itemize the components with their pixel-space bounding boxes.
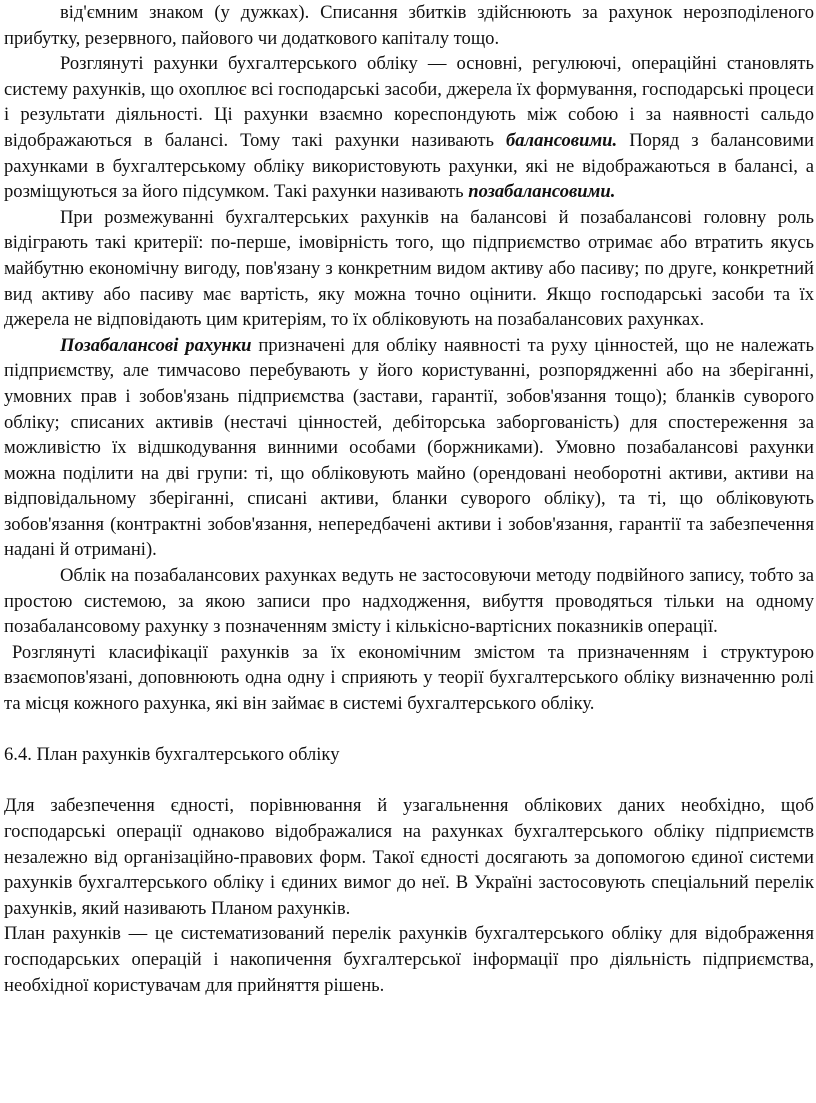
paragraph-unity: Для забезпечення єдності, порівнювання й узагальнення облікових даних необхідно, щоб господарські операції однаково відображалися на рахунках бухгалтерського обліку підприємств незалежно від організаційно-правових форм. Такої єдності досягають за допомогою єдиної системи рахунків бухгалтерського обліку і єдиних вимог до неї. В Україні застосовують спеціальний перелік рахунків, який називають Планом рахунків. xyxy=(4,795,814,919)
paragraph-continuation: від'ємним знаком (у дужках). Списання збитків здійснюють за рахунок нерозподіленого прибутку, резервного, пайового чи додаткового капіталу тощо. xyxy=(4,2,814,49)
text-run: Розглянуті рахунки бухгалтерського обліку — основні, регулюючі, операційні становлять систему рахунків, що охоплює всі господарські засоби, джерела їх формування, господарські процеси і результати діяльності. Ці рахунки взаємно кореспондують між собою і за наявності сальдо відображаються в балансі. Тому такі рахунки називають xyxy=(4,53,814,151)
paragraph-criteria: При розмежуванні бухгалтерських рахунків на балансові й позабалансові головну роль відіграють такі критерії: по-перше, імовірність того, що підприємство отримає або втратить якусь майбутню економічну вигоду, пов'язану з конкретним видом активу або пасиву; по друге, конкретний вид активу або пасиву має вартість, яку можна точно оцінити. Якщо господарські засоби та їх джерела не відповідають цим критеріям, то їх обліковують на позабалансових рахунках. xyxy=(4,206,814,331)
paragraph-off-balance xyxy=(4,333,814,563)
term-off-balance: позабалансовими. xyxy=(468,181,616,203)
text-run: призначені для обліку наявності та руху цінностей, що не належать підприємству, але тимчасово перебувають у його користуванні, розпорядженні або на зберіганні, умовних прав і зобов'язань підприємства (застави, гарантії, зобов'язання тощо); бланків суворого обліку; списаних активів (нестачі цінностей, дебіторська заборгованість) для спостереження за можливістю їх відшкодування винними особами (боржниками). Умовно позабалансові рахунки можна поділити на дві групи: ті, що обліковують майно (орендовані необоротні активи, активи на відповідальному зберіганні, списані активи, бланки суворого обліку), та ті, що обліковують зобов'язання (контрактні зобов'язання, непередбачені активи і зобов'язання, гарантії та забезпечення надані й отримані). xyxy=(4,334,814,561)
blank-line xyxy=(4,717,814,743)
paragraph-chart-of-accounts: План рахунків — це систематизований перелік рахунків бухгалтерського обліку для відображення господарських операцій і накопичення бухгалтерської інформації про діяльність підприємства, необхідної користувачам для прийняття рішень. xyxy=(4,923,814,996)
text-run: Поряд з балансовими рахунками в бухгалтерському обліку використовують рахунки, які не відображаються в балансі, а розміщуються за його підсумком. Такі рахунки називають xyxy=(4,129,814,203)
term-balance: балансовими. xyxy=(505,129,618,151)
term-off-balance-accounts: Позабалансові рахунки xyxy=(60,334,252,356)
section-heading: 6.4. План рахунків бухгалтерського обліку xyxy=(4,744,340,766)
blank-line xyxy=(4,768,814,794)
paragraph-single-entry: Облік на позабалансових рахунках ведуть не застосовуючи методу подвійного запису, тобто за простою системою, за якою записи про надходження, вибуття проводяться тільки на одному позабалансовому рахунку з позначенням змісту і кількісно-вартісних показників операції. xyxy=(4,565,814,638)
paragraph-balance-accounts xyxy=(4,51,814,205)
paragraph-classification: Розглянуті класифікації рахунків за їх економічним змістом та призначенням і структурою взаємопов'язані, доповнюють одна одну і сприяють у теорії бухгалтерського обліку визначенню ролі та місця кожного рахунка, які він займає в системі бухгалтерського обліку. xyxy=(4,641,814,715)
